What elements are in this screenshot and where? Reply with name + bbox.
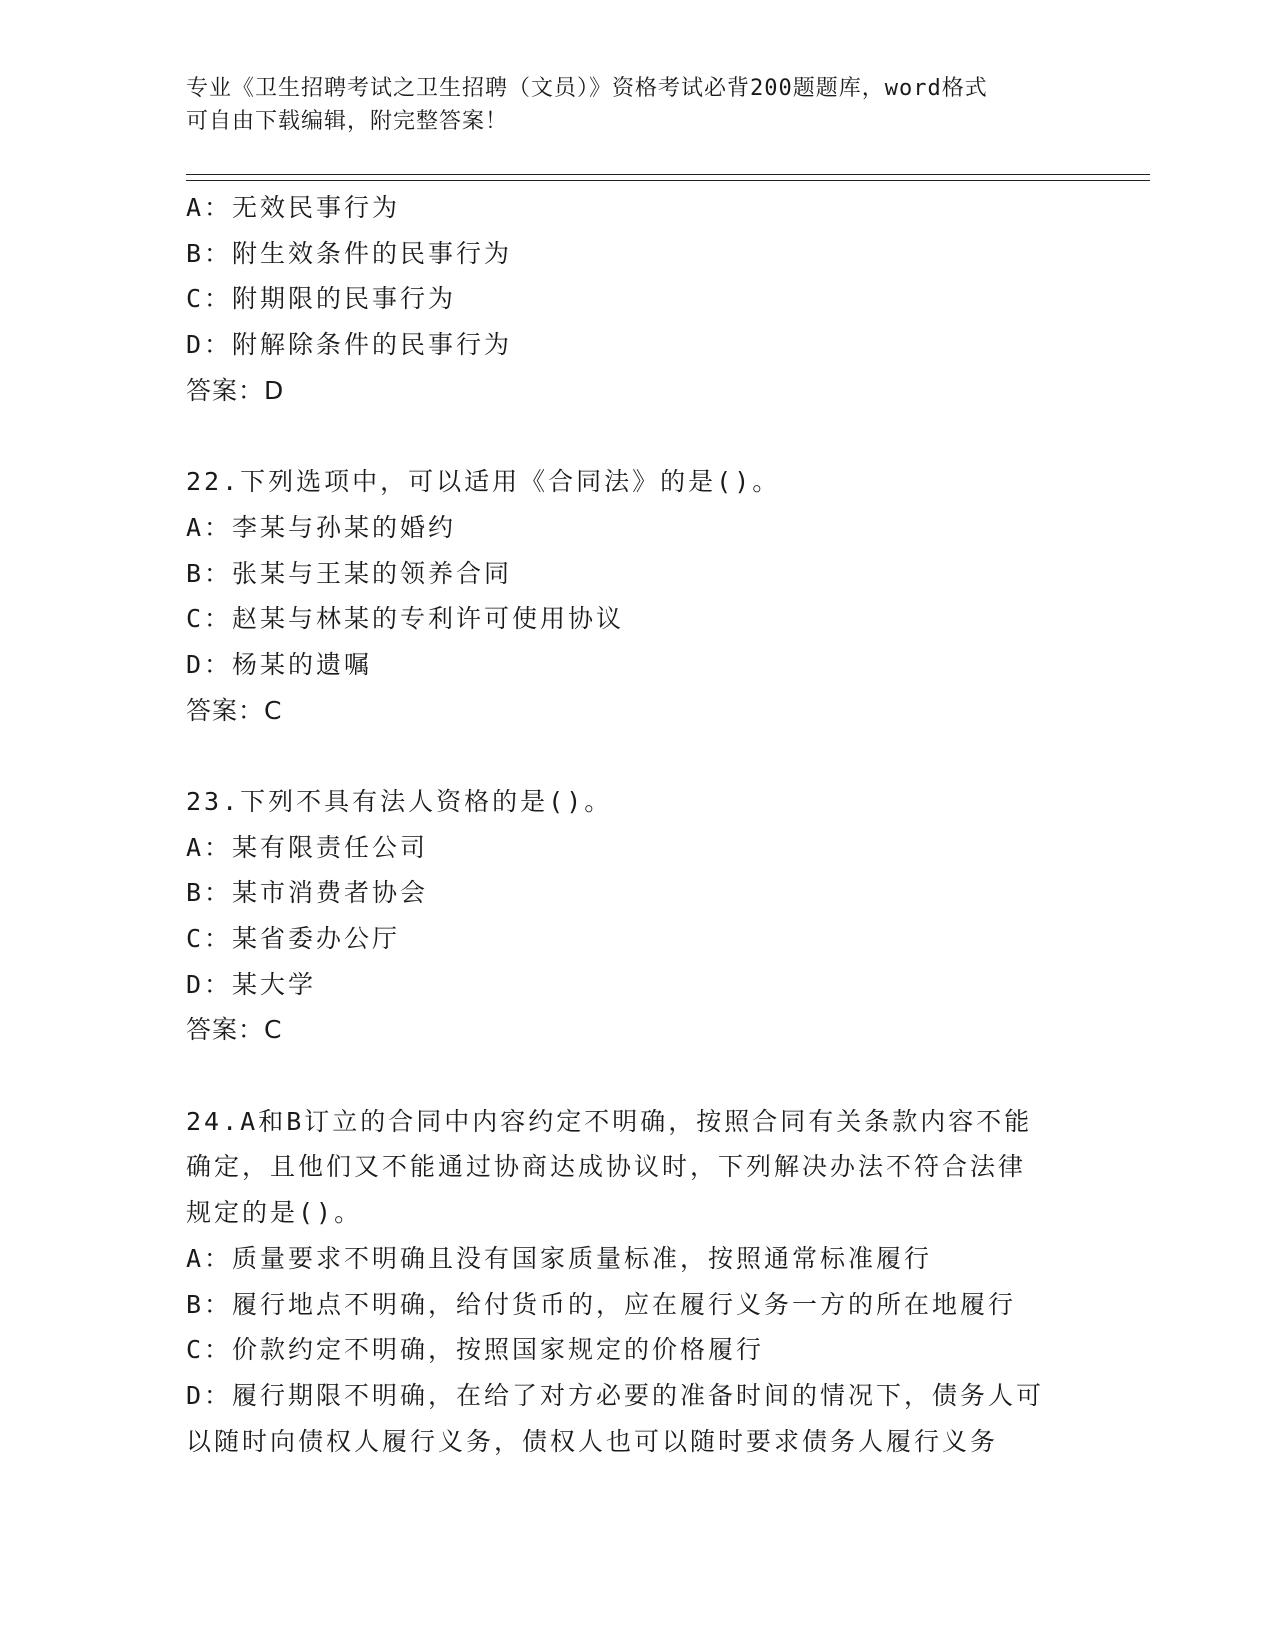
option-b: B：张某与王某的领养合同 [186,558,513,588]
option-b: B：某市消费者协会 [186,878,429,908]
option-a: A：无效民事行为 [186,193,401,222]
answer-line: 答案：D [186,375,285,405]
question-list [186,185,1066,1464]
header-line-2: 可自由下载编辑，附完整答案！ [186,109,509,134]
answer-line: 答案：C [186,1015,283,1045]
option-c: C：某省委办公厅 [186,924,401,953]
option-a: A：李某与孙某的婚约 [186,512,457,542]
header-divider-thin [186,174,1150,175]
header-line-1: 专业《卫生招聘考试之卫生招聘（文员）》资格考试必背200题题库，word格式 [186,76,988,101]
option-a: A：某有限责任公司 [186,832,429,862]
document-header [186,72,1066,138]
option-d: D：附解除条件的民事行为 [186,330,513,360]
option-b: B：附生效条件的民事行为 [186,238,513,268]
answer-line: 答案：C [186,695,283,725]
spacer [186,1053,1066,1099]
option-c: C：赵某与林某的专利许可使用协议 [186,604,625,634]
spacer [186,733,1066,779]
option-d: D：杨某的遗嘱 [186,649,373,679]
option-c: C：价款约定不明确，按照国家规定的价格履行 [186,1335,765,1365]
question-block [186,185,1066,413]
question-text-line-3: 规定的是()。 [186,1198,363,1228]
question-block [186,779,1066,1053]
question-block [186,459,1066,733]
option-c: C：附期限的民事行为 [186,284,457,314]
question-text-line-1: 24.A和B订立的合同中内容约定不明确，按照合同有关条款内容不能 [186,1106,1033,1136]
option-d: D：履行期限不明确，在给了对方必要的准备时间的情况下，债务人可 [186,1380,1045,1410]
header-divider-thick [186,180,1150,181]
question-text-line-2: 确定，且他们又不能通过协商达成协议时，下列解决办法不符合法律 [186,1152,1027,1182]
option-a: A：质量要求不明确且没有国家质量标准，按照通常标准履行 [186,1243,933,1273]
question-text: 22.下列选项中，可以适用《合同法》的是()。 [186,467,781,497]
question-block [186,1099,1066,1465]
option-d-continuation: 以随时向债权人履行义务，债权人也可以随时要求债务人履行义务 [186,1426,999,1456]
spacer [186,413,1066,459]
option-b: B：履行地点不明确，给付货币的，应在履行义务一方的所在地履行 [186,1289,1017,1319]
option-d: D：某大学 [186,969,317,999]
question-text: 23.下列不具有法人资格的是()。 [186,786,613,816]
